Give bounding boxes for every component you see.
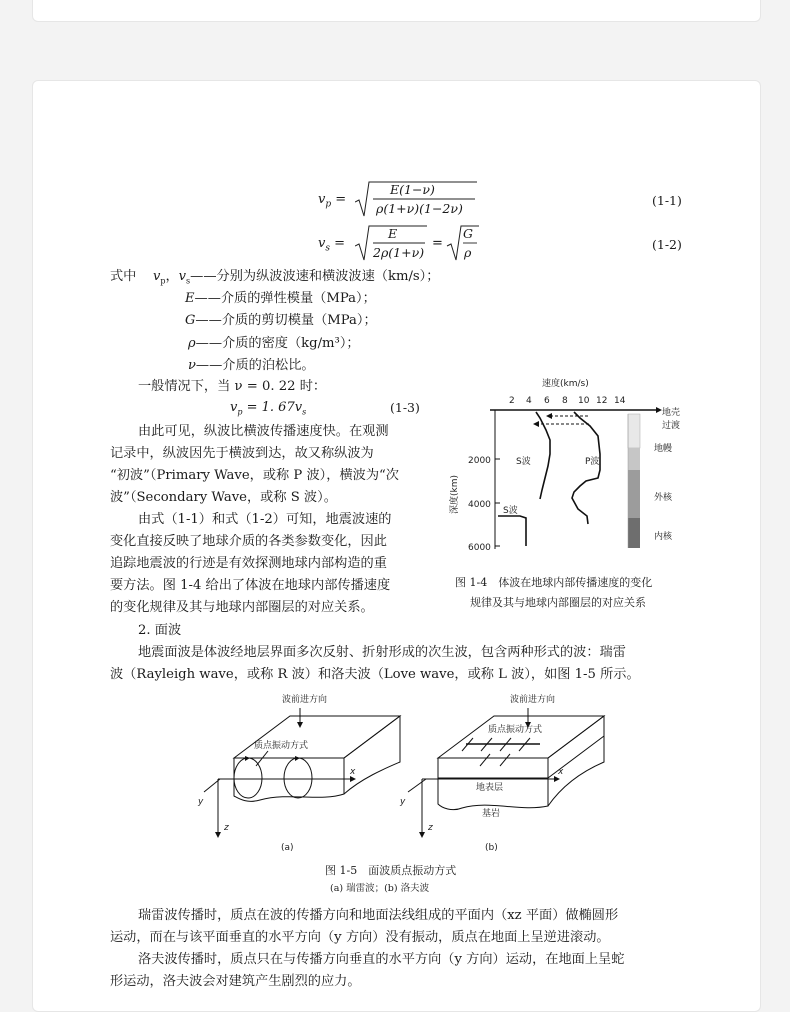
paragraph-line: 记录中，纵波因先于横波到达，故又称纵波为 <box>110 446 374 461</box>
paragraph-line: 的变化规律及其与地球内部圈层的对应关系。 <box>110 600 374 615</box>
layer-label-mantle: 地幔 <box>654 444 673 454</box>
equation-1-2-denominator-2: ρ <box>464 245 472 260</box>
bedrock-label: 基岩 <box>482 809 501 819</box>
transverse-motion-icons <box>462 738 530 766</box>
equation-1-1-numerator: E(1−ν) <box>390 182 435 197</box>
curve-label-p: P波 <box>585 457 600 467</box>
svg-text:14: 14 <box>614 396 626 406</box>
p-wave-velocity-curve <box>572 412 600 524</box>
equation-1-2-numerator-2: G <box>463 226 473 241</box>
y-tick-label: 2000 <box>468 456 491 466</box>
velocity-axis-title: 速度(km/s) <box>542 379 589 389</box>
paragraph-line: 波”（Secondary Wave，或称 S 波）。 <box>110 490 337 505</box>
curve-label-s-upper: S波 <box>516 457 531 467</box>
y-tick-label: 6000 <box>468 543 491 553</box>
wave-direction-label: 波前进方向 <box>510 695 556 705</box>
figure-1-5-panel-a <box>197 693 400 853</box>
s-wave-inner-core-curve <box>498 516 526 546</box>
block-top-face <box>438 716 604 758</box>
definition-elastic-modulus: E——介质的弹性模量（MPa）； <box>185 291 376 306</box>
previous-page-card <box>32 0 761 22</box>
paragraph-line: 由式（1-1）和式（1-2）可知，地震波速的 <box>138 512 392 527</box>
paragraph-line: 瑞雷波传播时，质点在波的传播方向和地面法线组成的平面内（xz 平面）做椭圆形 <box>138 908 619 923</box>
block-top-face <box>234 716 400 758</box>
paragraph-line: 追踪地震波的行迹是有效探测地球内部构造的重 <box>110 556 387 571</box>
definition-density: ρ——介质的密度（kg/m³）； <box>188 336 360 351</box>
equation-1-3: $v_p = 1$. $67v_s$ <box>230 400 307 417</box>
layer-label-outer-core: 外核 <box>654 493 673 503</box>
svg-text:8: 8 <box>562 396 568 406</box>
figure-1-4-caption: 规律及其与地球内部圈层的对应关系 <box>470 596 646 609</box>
equation-1-2-denominator: 2ρ(1+ν) <box>373 245 425 260</box>
paragraph-line: “初波”（Primary Wave，或称 P 波），横波为“次 <box>110 468 399 483</box>
definition-poisson: ν——介质的泊松比。 <box>188 358 315 373</box>
figure-1-5-panel-b <box>399 693 604 853</box>
wave-direction-label: 波前进方向 <box>282 695 328 705</box>
figure-1-5 <box>190 688 610 858</box>
block-front-face <box>234 758 344 801</box>
crust-transition-layer <box>628 414 640 448</box>
svg-text:y: y <box>400 797 406 807</box>
svg-text:x: x <box>350 767 356 777</box>
svg-text:=: = <box>432 236 443 251</box>
y-tick-label: 4000 <box>468 500 491 510</box>
paragraph-line: 形运动，洛夫波会对建筑产生剧烈的应力。 <box>110 974 361 989</box>
equation-1-2-numerator: E <box>388 226 398 241</box>
layer-label-inner-core: 内核 <box>654 532 673 542</box>
svg-text:x: x <box>558 767 564 777</box>
mantle-layer <box>628 448 640 470</box>
figure-1-4-caption: 图 1-4 体波在地球内部传播速度的变化 <box>455 576 653 589</box>
definition-velocity: $v_p$，$v_s——$分别为纵波波速和横波波速（km/s）； <box>153 269 440 286</box>
paragraph-line: 由此可见，纵波比横波传播速度快。在观测 <box>138 424 389 439</box>
equation-1-2-lhs: $v_s$ = <box>318 236 346 254</box>
curve-label-s-lower: S波 <box>503 506 518 516</box>
equation-1-3-number: (1-3) <box>390 400 420 415</box>
figure-1-5-caption: 图 1-5 面波质点振动方式 <box>325 864 457 877</box>
surface-layer-label: 地表层 <box>476 783 504 793</box>
outer-core-layer <box>628 470 640 518</box>
particle-motion-label: 质点振动方式 <box>488 725 543 735</box>
block-side-face <box>344 716 400 794</box>
x-tick-labels <box>509 396 626 406</box>
svg-text:2: 2 <box>509 396 515 406</box>
paragraph-line: 要方法。图 1-4 给出了体波在地球内部传播速度 <box>110 578 391 593</box>
particle-motion-label: 质点振动方式 <box>254 741 309 751</box>
layer-label-transition: 过渡 <box>662 421 681 431</box>
depth-axis-label: 深度(km) <box>450 474 460 514</box>
figure-1-5-subcaption: (a) 瑞雷波；(b) 洛夫波 <box>330 883 430 894</box>
svg-text:4: 4 <box>526 396 532 406</box>
paragraph-line: 洛夫波传播时，质点只在与传播方向垂直的水平方向（y 方向）运动，在地面上呈蛇 <box>138 952 625 967</box>
paragraph-line: 波（Rayleigh wave，或称 R 波）和洛夫波（Love wave，或称 L 波），如图 1-5 所示。 <box>110 667 640 682</box>
paragraph-line: 变化直接反映了地球介质的各类参数变化，因此 <box>110 534 387 549</box>
elliptical-motion-icon <box>234 758 262 798</box>
block-side-face <box>548 716 604 806</box>
svg-text:6: 6 <box>544 396 550 406</box>
equation-1-1-number: (1-1) <box>652 193 682 208</box>
equation-1-2-number: (1-2) <box>652 237 682 252</box>
surface-layer-face <box>438 758 548 778</box>
svg-text:y: y <box>198 797 204 807</box>
svg-text:z: z <box>224 823 229 833</box>
svg-text:z: z <box>428 823 433 833</box>
equation-1-1-lhs: $v_p$ = <box>318 192 347 210</box>
svg-text:10: 10 <box>578 396 590 406</box>
svg-text:12: 12 <box>596 396 608 406</box>
panel-tag-a: (a) <box>281 843 294 853</box>
layer-label-crust: 地壳 <box>662 408 681 418</box>
paragraph-line: 地震面波是体波经地层界面多次反射、折射形成的次生波，包含两种形式的波：瑞雷 <box>138 645 626 660</box>
paragraph-line: 运动，而在与该平面垂直的水平方向（y 方向）没有振动，质点在地面上呈逆进滚动。 <box>110 930 610 945</box>
panel-tag-b: (b) <box>485 843 498 853</box>
definition-shear-modulus: G——介质的剪切模量（MPa）； <box>185 313 377 328</box>
figure-1-4 <box>440 374 690 574</box>
section-heading-surface-wave: 2. 面波 <box>138 623 182 638</box>
definitions-lead: 式中 <box>110 269 137 284</box>
elliptical-motion-icon <box>284 758 312 798</box>
equation-1-1-denominator: ρ(1+ν)(1−2ν) <box>376 201 463 216</box>
paragraph-general-case: 一般情况下，当 ν = 0. 22 时： <box>138 379 327 394</box>
inner-core-layer <box>628 518 640 548</box>
